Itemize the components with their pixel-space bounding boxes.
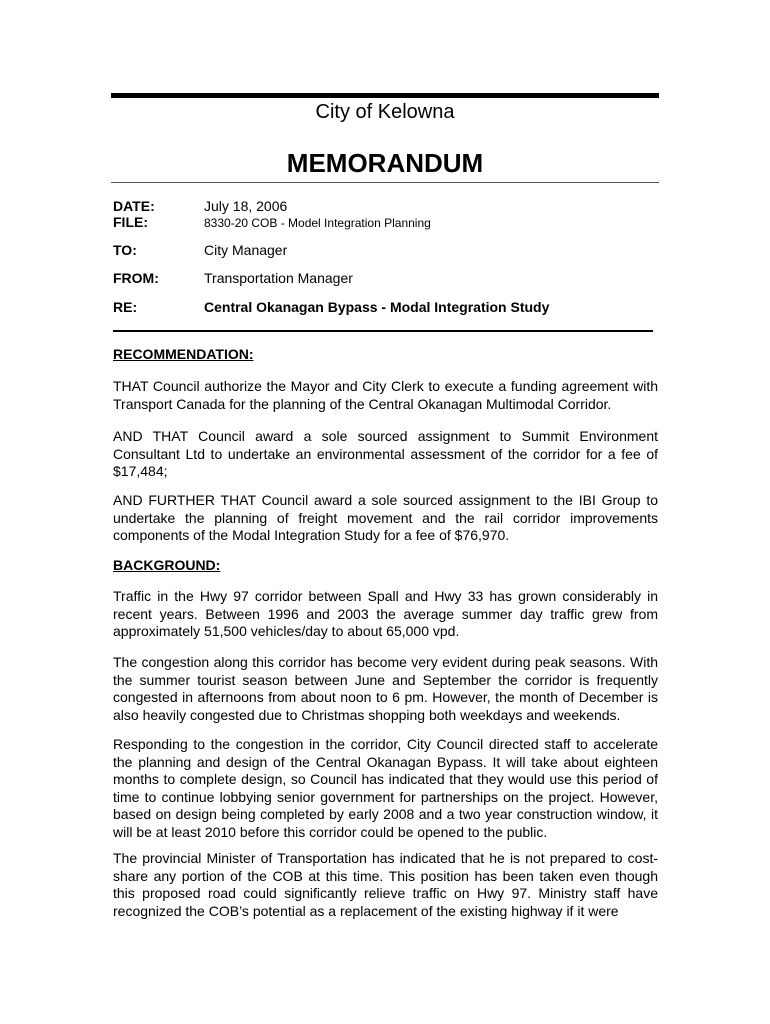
background-heading: BACKGROUND: bbox=[113, 557, 221, 573]
background-paragraph-4: The provincial Minister of Transportation has indicated that he is not prepared to cost-share any portion of the COB at this time. This position has been taken even though this proposed road could significantly relieve traffic on Hwy 97. Ministry staff have recognized the COB’s potential as a replacement of the existing highway if it were bbox=[113, 850, 658, 919]
file-label: FILE: bbox=[113, 214, 148, 230]
re-label: RE: bbox=[113, 299, 138, 315]
date-value: July 18, 2006 bbox=[204, 198, 288, 214]
to-value: City Manager bbox=[204, 242, 288, 258]
top-rule bbox=[111, 93, 659, 98]
background-paragraph-1: Traffic in the Hwy 97 corridor between Spall and Hwy 33 has grown considerably in recent years. Between 1996 and 2003 the average summer day traffic grew from approximately 51,500 vehicles/day to about 65,000 vpd. bbox=[113, 588, 658, 640]
organization-name: City of Kelowna bbox=[315, 101, 455, 123]
recommendation-heading: RECOMMENDATION: bbox=[113, 346, 254, 362]
to-label: TO: bbox=[113, 242, 137, 258]
recommendation-paragraph-2: AND THAT Council award a sole sourced assignment to Summit Environment Consultant Ltd to undertake an environmental assessment of the corridor for a fee of $17,484; bbox=[113, 428, 658, 480]
from-value: Transportation Manager bbox=[204, 270, 353, 286]
background-paragraph-3: Responding to the congestion in the corridor, City Council directed staff to accelerate the planning and design of the Central Okanagan Bypass. It will take about eighteen months to complete design, so Council has indicated that they would use this period of time to continue lobbying senior government for partnerships on the project. However, based on design being completed by early 2008 and a two year construction window, it will be at least 2010 before this corridor could be opened to the public. bbox=[113, 736, 658, 840]
background-paragraph-2: The congestion along this corridor has become very evident during peak seasons. With the summer tourist season between June and September the corridor is frequently congested in afternoons from about noon to 6 pm. However, the month of December is also heavily congested due to Christmas shopping both weekdays and weekends. bbox=[113, 654, 658, 723]
date-label: DATE: bbox=[113, 198, 155, 214]
memo-title: MEMORANDUM bbox=[286, 148, 484, 178]
recommendation-paragraph-3: AND FURTHER THAT Council award a sole sourced assignment to the IBI Group to undertake the planning of freight movement and the rail corridor improvements components of the Modal Integration Study for a fee of $76,970. bbox=[113, 492, 658, 544]
header-divider bbox=[113, 330, 653, 332]
from-label: FROM: bbox=[113, 270, 159, 286]
recommendation-paragraph-1: THAT Council authorize the Mayor and City Clerk to execute a funding agreement with Transport Canada for the planning of the Central Okanagan Multimodal Corridor. bbox=[113, 378, 658, 412]
title-divider bbox=[111, 182, 659, 183]
file-value: 8330-20 COB - Model Integration Planning bbox=[204, 216, 431, 230]
re-value: Central Okanagan Bypass - Modal Integration Study bbox=[204, 299, 550, 315]
